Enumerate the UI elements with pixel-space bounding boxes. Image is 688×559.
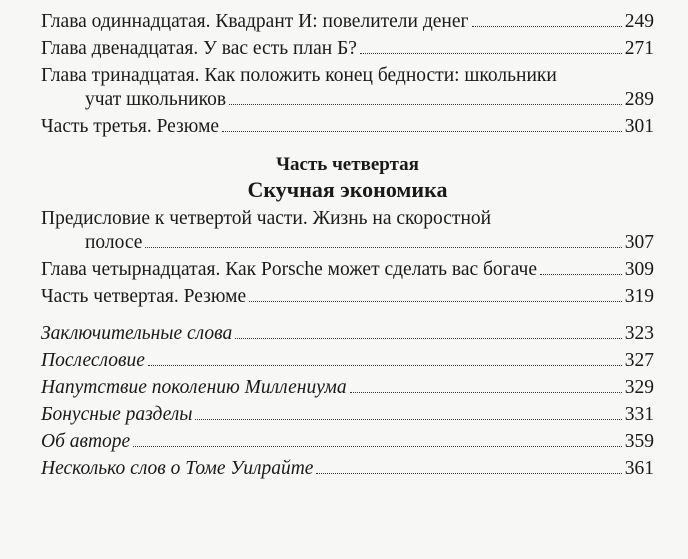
toc-entry-title-line2-row <box>41 88 654 112</box>
toc-entry-part4-summary[interactable] <box>41 285 654 309</box>
toc-entry-bonus-sections[interactable] <box>41 403 654 427</box>
toc-entry-title: Заключительные слова <box>41 323 233 344</box>
toc-leader-dots <box>133 446 622 447</box>
toc-entry-title: Бонусные разделы <box>41 404 193 425</box>
toc-entry-title-line2: полосе <box>85 232 143 253</box>
toc-page-number: 309 <box>624 259 654 280</box>
toc-leader-dots <box>195 419 621 420</box>
toc-leader-dots <box>316 473 621 474</box>
toc-entry-about-author[interactable] <box>41 430 654 454</box>
toc-entry-chapter-13[interactable] <box>41 64 654 112</box>
toc-leader-dots <box>540 274 622 275</box>
toc-page-number: 361 <box>624 458 654 479</box>
toc-leader-dots <box>249 301 622 302</box>
toc-entry-closing-words[interactable] <box>41 322 654 346</box>
toc-entry-title-line1: Предисловие к четвертой части. Жизнь на скоростной <box>41 208 492 229</box>
toc-page-number: 323 <box>624 323 654 344</box>
toc-leader-dots <box>145 247 621 248</box>
toc-entry-title-line2: учат школьников <box>85 89 227 110</box>
toc-page-number: 319 <box>624 286 654 307</box>
toc-entry-afterword[interactable] <box>41 349 654 373</box>
section-spacer <box>41 312 654 322</box>
toc-entry-title: Послесловие <box>41 350 145 371</box>
toc-entry-title-line2-row <box>41 231 654 255</box>
toc-entry-millennial-message[interactable] <box>41 376 654 400</box>
toc-page-number: 329 <box>624 377 654 398</box>
toc-entry-title: Глава одиннадцатая. Квадрант И: повелители денег <box>41 11 469 32</box>
toc-entry-title: Напутствие поколению Миллениума <box>41 377 347 398</box>
toc-entry-title-line1: Глава тринадцатая. Как положить конец бедности: школьники <box>41 65 557 86</box>
toc-page-number: 301 <box>624 116 654 137</box>
toc-entry-title: Часть четвертая. Резюме <box>41 286 247 307</box>
toc-entry-title: Часть третья. Резюме <box>41 116 220 137</box>
toc-page-number: 271 <box>624 38 654 59</box>
toc-leader-dots <box>222 131 622 132</box>
part-four-header <box>41 153 654 203</box>
toc-page-number: 289 <box>624 89 654 110</box>
toc-entry-part3-summary[interactable] <box>41 115 654 139</box>
toc-leader-dots <box>229 104 622 105</box>
toc-entry-title: Глава двенадцатая. У вас есть план Б? <box>41 38 357 59</box>
toc-entry-chapter-11[interactable] <box>41 10 654 34</box>
toc-entry-chapter-14[interactable] <box>41 258 654 282</box>
toc-leader-dots <box>235 338 622 339</box>
part-four-name: Скучная экономика <box>247 177 448 202</box>
toc-leader-dots <box>350 392 622 393</box>
toc-page-number: 359 <box>624 431 654 452</box>
toc-entry-tom-wheelwright[interactable] <box>41 457 654 481</box>
toc-entry-title: Глава четырнадцатая. Как Porsche может сделать вас богаче <box>41 259 538 280</box>
part-four-label: Часть четвертая <box>276 154 419 175</box>
toc-leader-dots <box>360 53 622 54</box>
toc-entry-part4-preface[interactable] <box>41 207 654 255</box>
toc-leader-dots <box>472 26 622 27</box>
toc-leader-dots <box>148 365 622 366</box>
toc-page-number: 307 <box>624 232 654 253</box>
toc-page-number: 331 <box>624 404 654 425</box>
toc-page-number: 249 <box>624 11 654 32</box>
toc-entry-chapter-12[interactable] <box>41 37 654 61</box>
toc-entry-title: Об авторе <box>41 431 131 452</box>
toc-page-number: 327 <box>624 350 654 371</box>
toc-entry-title: Несколько слов о Томе Уилрайте <box>41 458 314 479</box>
